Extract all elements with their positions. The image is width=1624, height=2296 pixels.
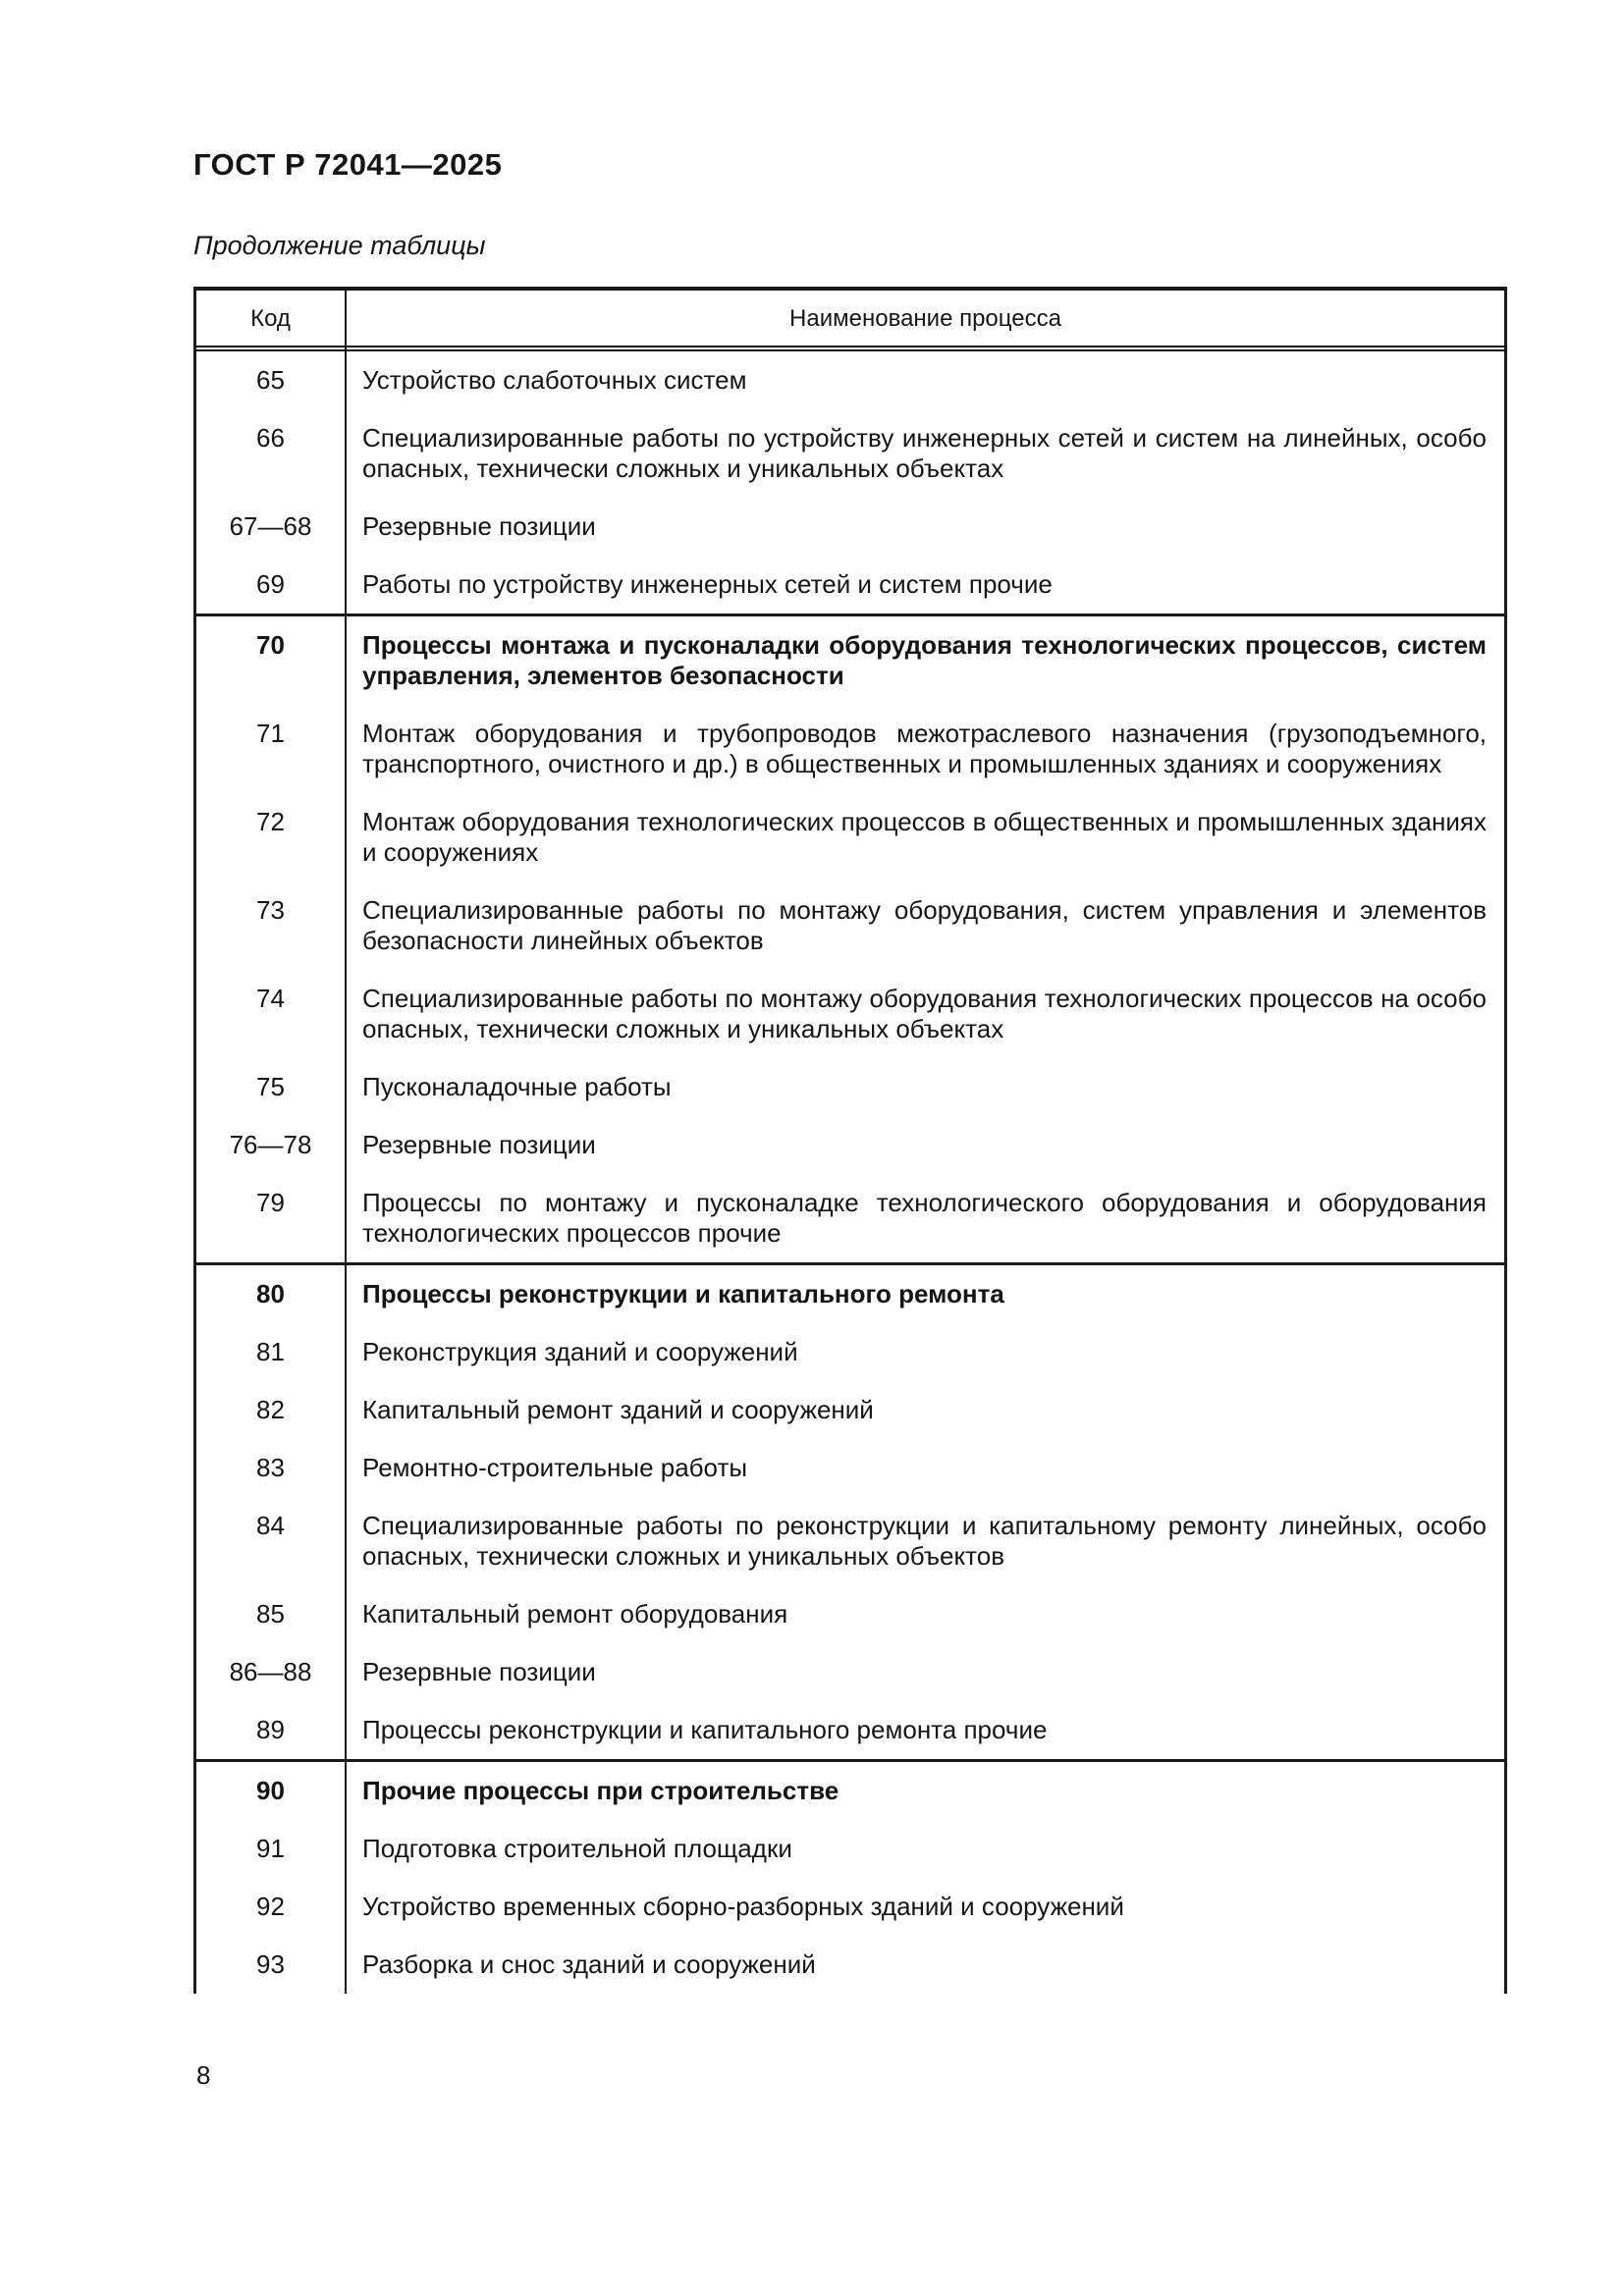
page-number: 8 [196,2060,211,2090]
cell-code: 69 [196,556,347,614]
column-header-code: Код [196,291,347,346]
cell-process-name: Устройство временных сборно-разборных зданий и сооружений [362,1892,1124,1921]
cell-code: 72 [196,793,347,881]
table-row [196,1497,1504,1585]
table-section [196,1759,1504,1994]
cell-process-name: Работы по устройству инженерных сетей и систем прочие [362,569,1053,599]
cell-code: 84 [196,1497,347,1585]
column-header-process-name: Наименование процесса [789,304,1061,332]
table-section [196,351,1504,614]
table-row [196,1936,1504,1994]
table-row [196,1116,1504,1174]
table-continuation-caption: Продолжение таблицы [193,231,486,260]
cell-process-name: Устройство слаботочных систем [362,365,747,395]
table-row [196,705,1504,793]
cell-process-name: Специализированные работы по устройству инженерных сетей и систем на линейных, особо опасных, технически сложных и уникальных объектах [362,423,1487,483]
cell-process-name: Реконструкция зданий и сооружений [362,1337,798,1366]
cell-process-name: Резервные позиции [362,1130,596,1159]
cell-process-name: Процессы реконструкции и капитального ремонта прочие [362,1715,1048,1744]
cell-code: 81 [196,1323,347,1381]
cell-process-name: Монтаж оборудования и трубопроводов межотраслевого назначения (грузоподъемного, транспортного, очистного и др.) в общественных и промышленных зданиях и сооружениях [362,719,1487,778]
cell-process-name: Монтаж оборудования технологических процессов в общественных и промышленных зданиях и сооружениях [362,807,1487,867]
table-row [196,1058,1504,1116]
header-double-line-code-segment [196,347,347,349]
process-codes-table [193,287,1507,1994]
table-row-section-header [196,1762,1504,1820]
table-row [196,1643,1504,1701]
table-row [196,351,1504,409]
cell-code: 86—88 [196,1643,347,1701]
table-section [196,1262,1504,1759]
table-row [196,556,1504,614]
cell-process-name: Пусконаладочные работы [362,1072,672,1101]
cell-code: 85 [196,1585,347,1643]
table-row [196,970,1504,1058]
cell-process-name: Ремонтно-строительные работы [362,1453,748,1482]
table-section [196,614,1504,1262]
cell-process-name: Разборка и снос зданий и сооружений [362,1949,816,1979]
cell-code: 70 [196,616,347,705]
table-row-section-header [196,616,1504,705]
document-number: ГОСТ Р 72041—2025 [193,147,503,182]
cell-code: 90 [196,1762,347,1820]
cell-process-name: Резервные позиции [362,511,596,541]
table-row-section-header [196,1265,1504,1323]
table-row [196,793,1504,881]
cell-code: 92 [196,1878,347,1936]
table-row [196,1439,1504,1497]
cell-process-name: Специализированные работы по монтажу оборудования, систем управления и элементов безопасности линейных объектов [362,895,1487,955]
table-row [196,1323,1504,1381]
cell-code: 82 [196,1381,347,1439]
cell-code: 93 [196,1936,347,1994]
cell-process-name: Процессы реконструкции и капитального ремонта [362,1279,1004,1308]
table-body [196,351,1504,1994]
cell-code: 71 [196,705,347,793]
cell-code: 80 [196,1265,347,1323]
header-double-line-name-segment [347,347,1504,349]
table-row [196,1174,1504,1262]
table-row [196,498,1504,556]
cell-code: 67—68 [196,498,347,556]
cell-code: 75 [196,1058,347,1116]
cell-process-name: Процессы по монтажу и пусконаладке технологического оборудования и оборудования технологических процессов прочие [362,1188,1487,1248]
cell-process-name: Капитальный ремонт зданий и сооружений [362,1395,874,1424]
cell-process-name: Подготовка строительной площадки [362,1834,792,1863]
cell-code: 83 [196,1439,347,1497]
table-header-row [196,291,1504,347]
cell-code: 73 [196,881,347,970]
table-row [196,1701,1504,1759]
cell-code: 79 [196,1174,347,1262]
cell-code: 65 [196,351,347,409]
table-row [196,881,1504,970]
cell-code: 89 [196,1701,347,1759]
cell-process-name: Прочие процессы при строительстве [362,1776,839,1805]
table-row [196,409,1504,498]
cell-code: 66 [196,409,347,498]
cell-process-name: Капитальный ремонт оборудования [362,1599,788,1629]
table-row [196,1381,1504,1439]
cell-code: 76—78 [196,1116,347,1174]
table-row [196,1878,1504,1936]
cell-process-name: Процессы монтажа и пусконаладки оборудования технологических процессов, систем управления, элементов безопасности [362,630,1487,690]
table-row [196,1585,1504,1643]
cell-process-name: Резервные позиции [362,1657,596,1686]
cell-code: 74 [196,970,347,1058]
cell-process-name: Специализированные работы по реконструкции и капитальному ремонту линейных, особо опасных, технически сложных и уникальных объектов [362,1511,1487,1571]
table-row [196,1820,1504,1878]
cell-process-name: Специализированные работы по монтажу оборудования технологических процессов на особо опасных, технически сложных и уникальных объектах [362,984,1487,1043]
cell-code: 91 [196,1820,347,1878]
